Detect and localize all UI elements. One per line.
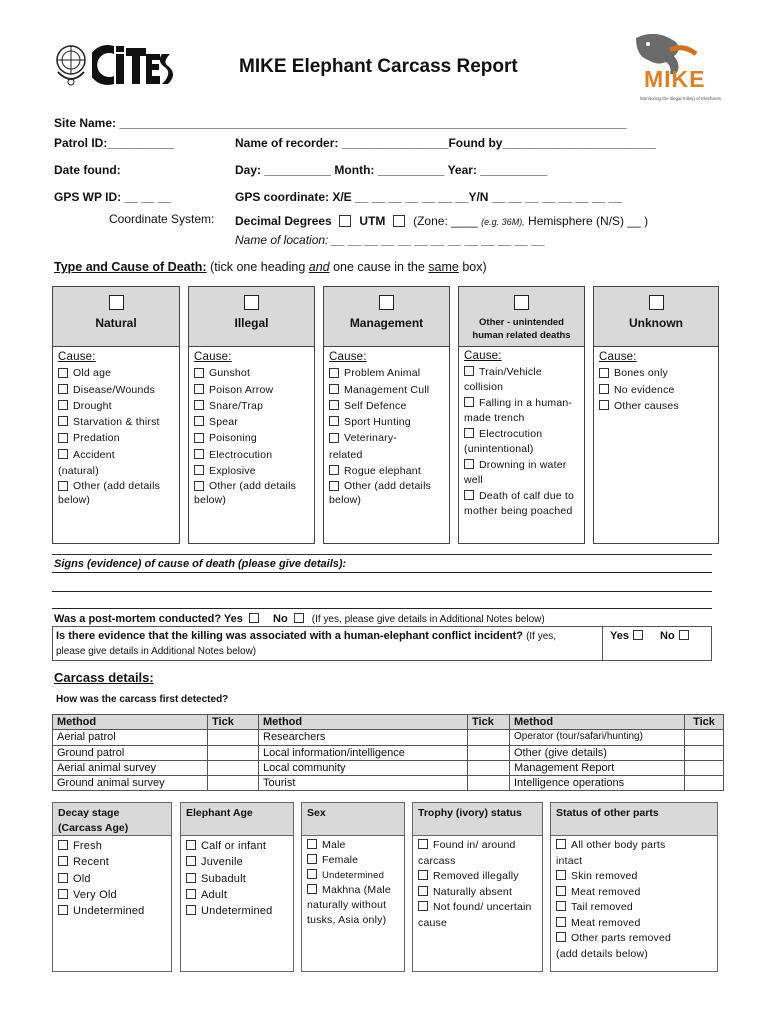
cites-logo	[92, 40, 174, 90]
natural-heading: Natural	[95, 316, 137, 330]
site-name-field[interactable]: Site Name: ____________________________________________________________________________	[54, 116, 627, 130]
option-item[interactable]: Calf or infant	[186, 838, 290, 854]
tick-header: Tick	[468, 715, 510, 730]
decay-stage-col	[52, 802, 172, 972]
cause-item[interactable]: Spear	[194, 414, 310, 430]
cause-item[interactable]: Falling in a human-made trench	[464, 396, 573, 424]
tick-cell[interactable]	[685, 760, 724, 775]
signs-line-top	[52, 554, 712, 555]
un-emblem	[54, 42, 88, 86]
option-item[interactable]: Female	[307, 853, 401, 868]
method-cell: Researchers	[259, 730, 468, 745]
method-header: Method	[53, 715, 208, 730]
carcass-heading: Carcass details:	[54, 670, 154, 685]
cause-label: Cause:	[194, 351, 232, 363]
postmortem-no-checkbox[interactable]	[294, 613, 304, 623]
conflict-question: Is there evidence that the killing was associated with a human-elephant conflict incident?	[56, 630, 523, 642]
tick-cell[interactable]	[468, 745, 510, 760]
mike-logo	[622, 30, 722, 106]
method-cell: Tourist	[259, 776, 468, 791]
tick-header: Tick	[685, 715, 724, 730]
option-item[interactable]: Undetermined	[58, 903, 168, 919]
postmortem-question: Was a post-mortem conducted? Yes	[54, 613, 243, 625]
cause-label: Cause:	[58, 351, 96, 363]
conflict-note1: (If yes,	[526, 631, 557, 642]
cause-item[interactable]: No evidence	[599, 382, 714, 398]
option-item[interactable]: Makhna (Male naturally without tusks, Asia only)	[307, 884, 391, 926]
decimal-degrees-checkbox[interactable]	[339, 215, 351, 227]
mike-logo-text: MIKE	[644, 66, 706, 92]
option-item[interactable]: Skin removed	[556, 869, 714, 885]
option-item[interactable]: Meat removed	[556, 916, 714, 932]
cause-item[interactable]: Predation	[58, 430, 175, 446]
tick-cell[interactable]	[468, 776, 510, 791]
table-row	[53, 760, 724, 775]
management-heading: Management	[349, 316, 424, 330]
elephant-age-header: Elephant Age	[181, 803, 293, 836]
option-item[interactable]: Other parts removed (add details below)	[556, 932, 672, 960]
option-item[interactable]: Undetermined	[307, 868, 401, 883]
method-cell: Local community	[259, 760, 468, 775]
tick-cell[interactable]	[685, 745, 724, 760]
zone-example: (e.g. 36M),	[481, 217, 525, 227]
tick-cell[interactable]	[685, 730, 724, 745]
detection-method-table	[52, 714, 724, 791]
conflict-yes-checkbox[interactable]	[633, 630, 643, 640]
cause-item[interactable]: Other (add details below)	[329, 480, 432, 507]
utm-label: UTM	[359, 214, 386, 228]
method-cell: Ground animal survey	[53, 776, 208, 791]
sex-col	[301, 802, 405, 972]
cause-item[interactable]: Management Cull	[329, 382, 445, 398]
cause-item[interactable]: Old age	[58, 365, 175, 381]
illegal-checkbox[interactable]	[244, 295, 259, 310]
option-item[interactable]: Recent	[58, 854, 168, 870]
death-instr-same: same	[428, 260, 459, 274]
method-header: Method	[259, 715, 468, 730]
tick-cell[interactable]	[468, 760, 510, 775]
cause-item[interactable]: Other (add details below)	[194, 480, 297, 507]
method-cell: Management Report	[510, 760, 685, 775]
death-type-table	[52, 286, 719, 545]
option-item[interactable]: Juvenile	[186, 854, 290, 870]
method-cell: Aerial patrol	[53, 730, 208, 745]
conflict-note2: please give details in Additional Notes below)	[56, 646, 257, 657]
method-cell: Ground patrol	[53, 745, 208, 760]
conflict-no-label: No	[660, 630, 675, 642]
coordinate-system-label: Coordinate System:	[109, 212, 215, 226]
cause-item[interactable]: Drought	[58, 398, 175, 414]
death-heading: Type and Cause of Death:	[54, 260, 207, 274]
natural-checkbox[interactable]	[109, 295, 124, 310]
option-item[interactable]: Undetermined	[186, 903, 290, 919]
cause-item[interactable]: Accident (natural)	[58, 448, 115, 478]
management-checkbox[interactable]	[379, 295, 394, 310]
carcass-question: How was the carcass first detected?	[56, 694, 229, 705]
cause-item[interactable]: Explosive	[194, 463, 310, 479]
signs-label: Signs (evidence) of cause of death (please give details):	[54, 558, 347, 570]
sex-header: Sex	[302, 803, 404, 836]
option-item[interactable]: Very Old	[58, 887, 168, 903]
cause-item[interactable]: Other causes	[599, 398, 714, 414]
tick-cell[interactable]	[208, 760, 259, 775]
option-item[interactable]: Not found/ uncertain cause	[418, 901, 532, 929]
conflict-question-row	[56, 629, 596, 659]
option-item[interactable]: Naturally absent	[418, 885, 539, 901]
death-instr-and: and	[308, 260, 330, 274]
other-parts-col	[550, 802, 718, 972]
death-section-heading	[54, 260, 487, 274]
postmortem-row	[54, 613, 545, 625]
mike-tagline: Monitoring the Illegal Killing of Elephants	[640, 96, 722, 101]
postmortem-note: (If yes, please give details in Additional Notes below)	[311, 614, 545, 625]
option-item[interactable]: Old	[58, 871, 168, 887]
postmortem-no-label: No	[273, 613, 288, 625]
option-item[interactable]: Male	[307, 838, 401, 853]
conflict-no-checkbox[interactable]	[679, 630, 689, 640]
postmortem-yes-checkbox[interactable]	[249, 613, 259, 623]
cause-item[interactable]: Gunshot	[194, 365, 310, 381]
other-heading: Other - unintended human related deaths	[472, 317, 571, 341]
unknown-checkbox[interactable]	[649, 295, 664, 310]
date-field[interactable]: Day: __________ Month: __________ Year: __________	[235, 163, 548, 177]
option-item[interactable]: Meat removed	[556, 885, 714, 901]
cause-item[interactable]: Self Defence	[329, 398, 445, 414]
option-item[interactable]: All other body parts intact	[556, 839, 666, 867]
table-row	[53, 730, 724, 745]
cause-item[interactable]: Drowning in water well	[464, 458, 567, 486]
recorder-field[interactable]: Name of recorder: ________________Found by_______________________	[235, 136, 656, 150]
other-checkbox[interactable]	[514, 295, 529, 310]
patrol-id-field[interactable]: Patrol ID:__________	[54, 136, 175, 150]
utm-checkbox[interactable]	[393, 215, 405, 227]
death-col-illegal	[188, 286, 315, 544]
tick-cell[interactable]	[208, 730, 259, 745]
gps-wp-field[interactable]: GPS WP ID: __ __ __	[54, 190, 172, 204]
method-header: Method	[510, 715, 685, 730]
cause-item[interactable]: Sport Hunting	[329, 414, 445, 430]
death-col-natural	[52, 286, 180, 544]
signs-line[interactable]	[52, 572, 712, 573]
carcass-details-table	[52, 802, 718, 972]
trophy-status-col	[412, 802, 543, 972]
death-col-unknown	[593, 286, 719, 544]
tick-cell[interactable]	[208, 745, 259, 760]
tick-header: Tick	[208, 715, 259, 730]
unknown-heading: Unknown	[629, 316, 683, 330]
method-cell: Local information/intelligence	[259, 745, 468, 760]
cause-item[interactable]: Death of calf due to mother being poached	[464, 489, 575, 517]
page-title: MIKE Elephant Carcass Report	[239, 56, 518, 77]
signs-line[interactable]	[52, 591, 712, 592]
cause-item[interactable]: Disease/Wounds	[58, 382, 175, 398]
table-row	[53, 745, 724, 760]
location-field[interactable]: Name of location: __ __ __ __ __ __ __ __ __ __ __ __ __	[235, 233, 546, 247]
cause-item[interactable]: Starvation & thirst	[58, 414, 175, 430]
death-instr-c: box)	[458, 260, 487, 274]
method-cell: Intelligence operations	[510, 776, 685, 791]
method-cell: Aerial animal survey	[53, 760, 208, 775]
option-item[interactable]: Tail removed	[556, 900, 714, 916]
cause-item[interactable]: Poisoning	[194, 430, 310, 446]
cause-item[interactable]: Problem Animal	[329, 365, 445, 381]
cause-item[interactable]: Bones only	[599, 365, 714, 381]
cause-item[interactable]: Other (add details below)	[58, 480, 161, 507]
option-item[interactable]: Removed illegally	[418, 869, 539, 885]
coordinate-system-row	[235, 214, 648, 228]
method-cell: Operator (tour/safari/hunting)	[510, 730, 685, 745]
elephant-age-col	[180, 802, 294, 972]
tick-cell[interactable]	[468, 730, 510, 745]
trophy-status-header: Trophy (ivory) status	[413, 803, 542, 836]
gps-coordinate-field[interactable]: GPS coordinate: X/E __ __ __ __ __ __ __Y/N __ __ __ __ __ __ __ __	[235, 190, 622, 204]
other-parts-header: Status of other parts	[551, 803, 717, 836]
tick-cell[interactable]	[685, 776, 724, 791]
hemisphere-field[interactable]: Hemisphere (N/S) __ )	[528, 214, 649, 228]
conflict-yes	[610, 630, 648, 642]
option-item[interactable]: Subadult	[186, 871, 290, 887]
cause-item[interactable]: Poison Arrow	[194, 382, 310, 398]
zone-field[interactable]: (Zone: ____	[413, 214, 478, 228]
option-item[interactable]: Adult	[186, 887, 290, 903]
death-instr-a: (tick one heading	[210, 260, 309, 274]
cause-item[interactable]: Rogue elephant	[329, 463, 445, 479]
illegal-heading: Illegal	[234, 316, 269, 330]
cause-item[interactable]: Electrocution	[194, 447, 310, 463]
death-col-other	[458, 286, 585, 544]
option-item[interactable]: Fresh	[58, 838, 168, 854]
table-row	[53, 776, 724, 791]
date-found-label: Date found:	[54, 163, 121, 177]
cause-item[interactable]: Snare/Trap	[194, 398, 310, 414]
cause-label: Cause:	[464, 350, 502, 362]
option-item[interactable]: Found in/ around carcass	[418, 839, 516, 867]
cause-item[interactable]: Veterinary-related	[329, 432, 397, 461]
death-col-management	[323, 286, 450, 544]
death-instr-b: one cause in the	[329, 260, 429, 274]
signs-line[interactable]	[52, 608, 712, 609]
conflict-no	[660, 630, 694, 642]
cause-label: Cause:	[329, 351, 367, 363]
tick-cell[interactable]	[208, 776, 259, 791]
decimal-degrees-label: Decimal Degrees	[235, 214, 332, 228]
method-cell: Other (give details)	[510, 745, 685, 760]
conflict-yes-label: Yes	[610, 630, 629, 642]
decay-stage-header: Decay stage (Carcass Age)	[53, 803, 171, 836]
cause-item[interactable]: Train/Vehicle collision	[464, 365, 542, 393]
cause-item[interactable]: Electrocution (unintentional)	[464, 427, 543, 455]
cause-label: Cause:	[599, 351, 637, 363]
